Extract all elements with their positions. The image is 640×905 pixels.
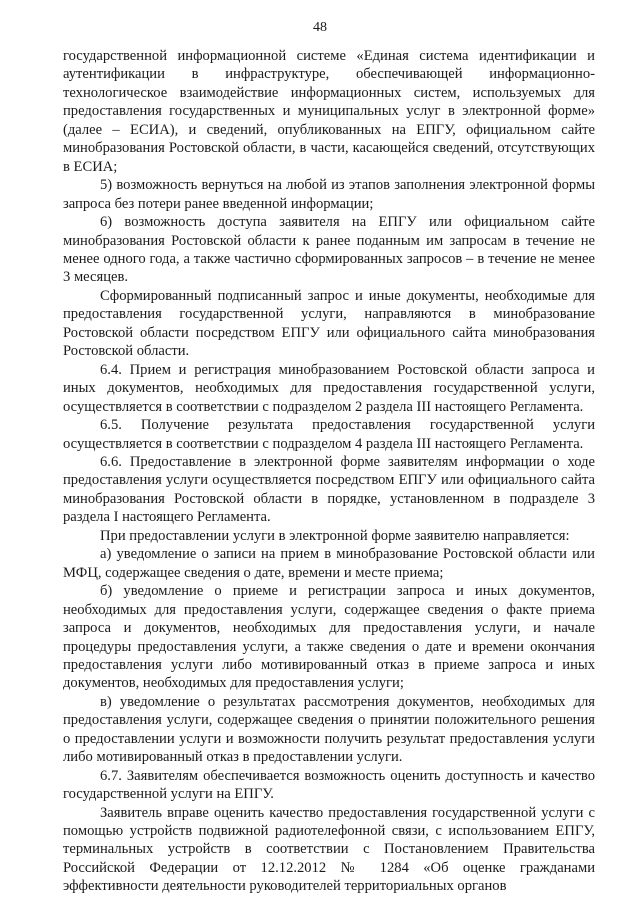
paragraph-quality-assessment: Заявитель вправе оценить качество предоставления государственной услуги с помощью устройств подвижной радиотелефонной связи, с использованием ЕПГУ, терминальных устройств в соответствии с Постановлением Правительства Российской Федерации от 12.12.2012 № 1284 «Об оценке гражданами эффективности деятельности руководителей территориальных органов: [63, 804, 595, 895]
paragraph-6-5: 6.5. Получение результата предоставления государственной услуги осуществляется в соответствии с подразделом 4 раздела III настоящего Регламента.: [63, 417, 595, 452]
document-body: [63, 47, 595, 896]
paragraph-6-4: 6.4. Прием и регистрация минобразованием Ростовской области запроса и иных документов, необходимых для предоставления государственной услуги, осуществляется в соответствии с подразделом 2 раздела III настоящего Регламента.: [63, 361, 595, 415]
paragraph-item-v: в) уведомление о результатах рассмотрения документов, необходимых для предоставления услуги, содержащее сведения о принятии положительного решения о предоставлении услуги и возможности получить результат предоставления услуги либо мотивированный отказ в предоставлении услуги.: [63, 693, 595, 766]
paragraph-item-b: б) уведомление о приеме и регистрации запроса и иных документов, необходимых для предоставления услуги, содержащее сведения о факте приема запроса и документов, необходимых для предоставления услуги, и начале процедуры предоставления услуги, а также сведения о дате и времени окончания предоставления услуги либо мотивированный отказ в приеме запроса и иных документов, необходимых для предоставления услуги;: [63, 583, 595, 692]
paragraph-notifications-intro: При предоставлении услуги в электронной форме заявителю направляется:: [100, 527, 570, 544]
paragraph-signed-request: Сформированный подписанный запрос и иные документы, необходимые для предоставления государственной услуги, направляются в минобразование Ростовской области посредством ЕПГУ или официального сайта минобразования Ростовской области.: [63, 287, 595, 360]
paragraph-continuation: государственной информационной системе «Единая система идентификации и аутентификации в инфраструктуре, обеспечивающей информационно-технологическое взаимодействие информационных систем, используемых для предоставления государственных и муниципальных услуг в электронной форме» (далее – ЕСИА), и сведений, опубликованных на ЕПГУ, официальном сайте минобразования Ростовской области, в части, касающейся сведений, отсутствующих в ЕСИА;: [63, 48, 595, 175]
paragraph-6-7: 6.7. Заявителям обеспечивается возможность оценить доступность и качество государственной услуги на ЕПГУ.: [63, 767, 595, 803]
paragraph-item-6: 6) возможность доступа заявителя на ЕПГУ или официальном сайте минобразования Ростовской области к ранее поданным им запросам в течение не менее одного года, а также частично сформированных запросов – в течение не менее 3 месяцев.: [63, 214, 595, 286]
paragraph-6-6: 6.6. Предоставление в электронной форме заявителям информации о ходе предоставления услуги осуществляется посредством ЕПГУ или официального сайта минобразования Ростовской области в порядке, установленном в подразделе 3 раздела I настоящего Регламента.: [63, 453, 595, 526]
paragraph-item-a: а) уведомление о записи на прием в минобразование Ростовской области или МФЦ, содержащее сведения о дате, времени и месте приема;: [63, 546, 595, 581]
page-number: 48: [313, 20, 327, 35]
paragraph-item-5: 5) возможность вернуться на любой из этапов заполнения электронной формы запроса без потери ранее введенной информации;: [63, 177, 595, 212]
